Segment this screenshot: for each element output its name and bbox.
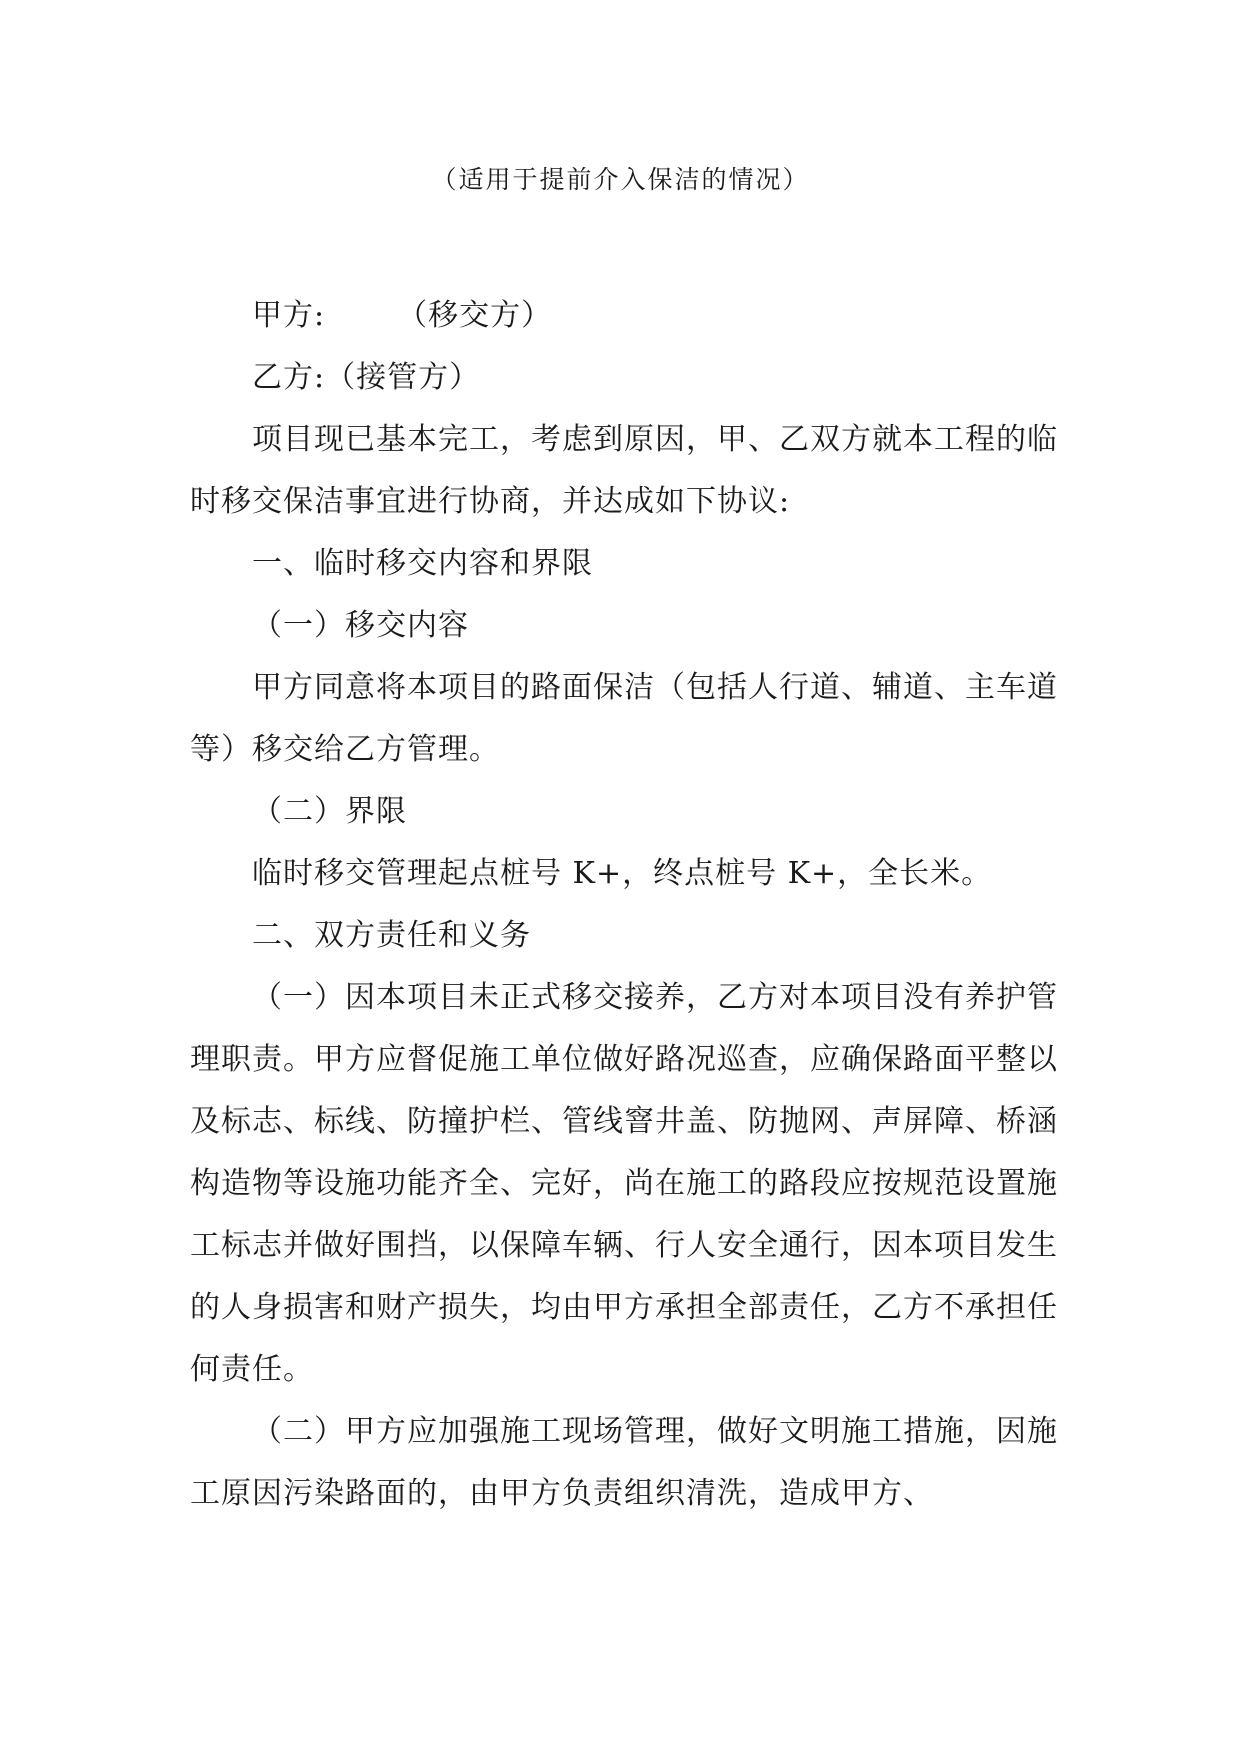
section-1-sub-2-text: 临时移交管理起点桩号 K+，终点桩号 K+，全长米。 [252,856,993,891]
section-2-item-1: （一）因本项目未正式移交接养，乙方对本项目没有养护管理职责。甲方应督促施工单位做好路况巡查，应确保路面平整以及标志、标线、防撞护栏、管线窨井盖、防抛网、声屏障、桥涵构造物等设施功能齐全、完好，尚在施工的路段应按规范设置施工标志并做好围挡，以保障车辆、行人安全通行，因本项目发生的人身损害和财产损失，均由甲方承担全部责任，乙方不承担任何责任。 [190,980,1058,1387]
party-b-line: 乙方:（接管方） [252,360,481,395]
section-1-sub-1-text: 甲方同意将本项目的路面保洁（包括人行道、辅道、主车道等）移交给乙方管理。 [190,670,1058,767]
section-2-item-2: （二）甲方应加强施工现场管理，做好文明施工措施，因施工原因污染路面的，由甲方负责组织清洗，造成甲方、 [190,1414,1058,1511]
party-a-label: 甲方: [252,298,326,333]
party-a-line [190,285,1058,347]
document-body [190,285,1058,1525]
section-2-heading: 二、双方责任和义务 [252,918,531,953]
section-1-sub-1-heading: （一）移交内容 [252,608,469,643]
section-1-heading: 一、临时移交内容和界限 [252,546,593,581]
document-subtitle: （适用于提前介入保洁的情况） [431,165,810,194]
party-a-role: （移交方） [397,298,553,333]
section-1-sub-2-heading: （二）界限 [252,794,407,829]
intro-paragraph: 项目现已基本完工，考虑到原因，甲、乙双方就本工程的临时移交保洁事宜进行协商，并达成如下协议: [190,422,1058,519]
